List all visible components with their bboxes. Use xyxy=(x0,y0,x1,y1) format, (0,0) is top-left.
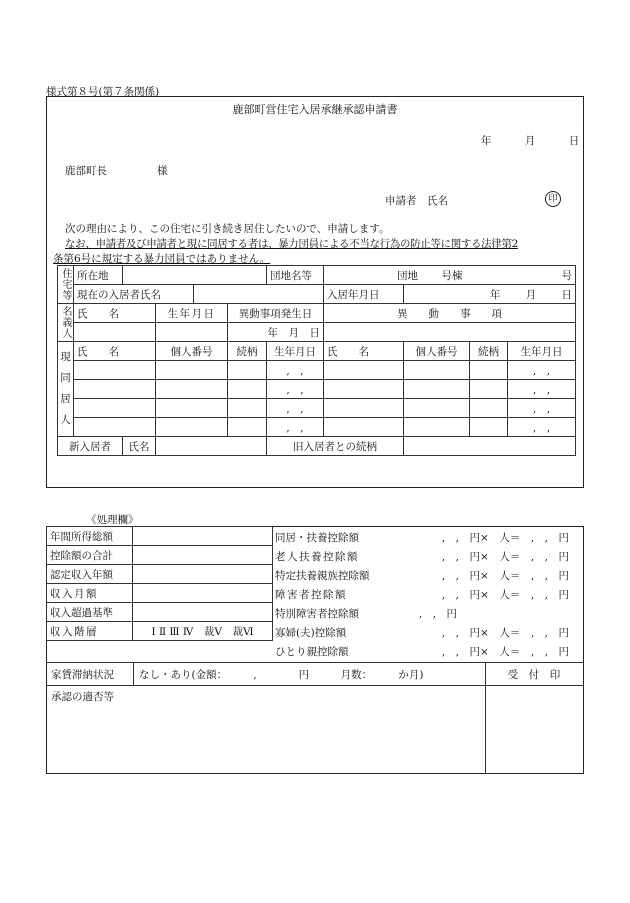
cohabitant-id-field[interactable] xyxy=(404,399,470,418)
nominee-name-field[interactable] xyxy=(74,323,156,342)
cohabitant-relation-header: 続柄 xyxy=(228,342,267,361)
cohabitants-char-4: 人 xyxy=(60,414,71,426)
deduction-label: 老人扶養控除額 xyxy=(275,551,359,563)
complex-name-label: 団地名等 xyxy=(267,266,324,285)
new-tenant-name-label: 氏名 xyxy=(123,437,156,456)
cohabitant-birth-header: 生年月日 xyxy=(267,342,324,361)
deduction-row xyxy=(275,644,569,659)
move-in-year: 年 xyxy=(489,288,501,301)
cohabitant-birth-field[interactable]: , , xyxy=(508,361,576,380)
deduction-calc: , , 円× 人＝ , , 円 xyxy=(441,627,569,639)
cohabitant-relation-field[interactable] xyxy=(470,380,508,399)
change-items-field[interactable] xyxy=(324,323,576,342)
move-in-month: 月 xyxy=(525,288,537,301)
location-label: 所在地 xyxy=(74,266,123,285)
approval-label: 承認の適否等 xyxy=(51,691,114,703)
income-tier-label: 収入階層 xyxy=(47,622,133,641)
date-line xyxy=(481,133,579,148)
cohabitant-relation-field[interactable] xyxy=(470,361,508,380)
application-form xyxy=(46,96,584,488)
cohabitant-id-field[interactable] xyxy=(156,361,228,380)
monthly-income-label: 収入月額 xyxy=(47,584,133,603)
cohabitant-id-field[interactable] xyxy=(156,380,228,399)
move-in-day: 日 xyxy=(561,288,573,301)
deduction-label: 特別障害者控除額 xyxy=(275,608,359,620)
cohabitant-birth-field[interactable]: , , xyxy=(267,399,324,418)
cohabitant-id-field[interactable] xyxy=(156,399,228,418)
processing-box xyxy=(46,526,584,774)
cohabitant-name-field[interactable] xyxy=(74,399,156,418)
deduction-calc: , , 円× 人＝ , , 円 xyxy=(441,532,569,544)
deduction-label: 同居・扶養控除額 xyxy=(275,532,359,544)
income-tier-options[interactable]: Ⅰ Ⅱ Ⅲ Ⅳ 裁Ⅴ 裁Ⅵ xyxy=(133,622,273,641)
cohabitant-birth-field[interactable]: , , xyxy=(267,361,324,380)
cohabitant-birth-field[interactable]: , , xyxy=(508,399,576,418)
statement-reason: 次の理由により、この住宅に引き続き居住したいので、申請します。 xyxy=(65,223,390,235)
deduction-calc: , , 円 xyxy=(418,608,457,620)
deduction-calc: , , 円× 人＝ , , 円 xyxy=(441,551,569,563)
statement-declaration-2: 条第6号に規定する暴力団員ではありません。 xyxy=(53,253,271,265)
cohabitant-name-field[interactable] xyxy=(324,361,404,380)
deduction-row xyxy=(275,587,569,602)
cohabitant-id-field[interactable] xyxy=(404,418,470,437)
day-label: 日 xyxy=(568,135,580,147)
cohabitant-name-header: 氏 名 xyxy=(74,342,156,361)
nominee-section-label: 名義人 xyxy=(58,304,74,342)
rent-arrears-value[interactable]: なし・あり(金額： , 円 月数： か月) xyxy=(139,669,424,681)
change-items-label: 異 動 事 項 xyxy=(324,304,576,323)
statement-declaration-1: なお、申請者及び申請者と現に同居する者は、暴力団員による不当な行為の防止等に関する法律第2 xyxy=(65,238,518,250)
year-label: 年 xyxy=(481,135,492,147)
seal-icon: 印 xyxy=(545,191,561,207)
cohabitant-row xyxy=(58,361,576,380)
income-excess-label: 収入超過基準 xyxy=(47,603,133,622)
deduction-calc: , , 円× 人＝ , , 円 xyxy=(441,589,569,601)
cohabitant-birth-header-2: 生年月日 xyxy=(508,342,576,361)
cohabitant-id-field[interactable] xyxy=(404,380,470,399)
cohabitant-relation-field[interactable] xyxy=(470,399,508,418)
new-tenant-label: 新入居者 xyxy=(58,437,123,456)
complex-name-field[interactable] xyxy=(324,266,576,285)
income-excess-field[interactable] xyxy=(133,603,273,622)
cohabitant-relation-header-2: 続柄 xyxy=(470,342,508,361)
move-in-date-field[interactable] xyxy=(404,285,576,304)
cohabitant-birth-field[interactable]: , , xyxy=(267,418,324,437)
receipt-stamp-label: 受 付 印 xyxy=(507,669,561,681)
processing-title: 《処理欄》 xyxy=(86,514,139,526)
nominee-birth-field[interactable] xyxy=(156,323,228,342)
cohabitant-id-header: 個人番号 xyxy=(156,342,228,361)
cohabitant-birth-field[interactable]: , , xyxy=(508,380,576,399)
seal-mark xyxy=(545,191,561,207)
cohabitant-id-field[interactable] xyxy=(156,418,228,437)
rent-arrears-label: 家賃滞納状況 xyxy=(51,669,114,681)
certified-income-field[interactable] xyxy=(133,565,273,584)
relation-to-prev-field[interactable] xyxy=(404,437,576,456)
cohabitant-name-field[interactable] xyxy=(74,418,156,437)
deduction-label: 特定扶養親族控除額 xyxy=(275,570,370,582)
cohabitant-row xyxy=(58,418,576,437)
nominee-name-label: 氏 名 xyxy=(74,304,156,323)
certified-income-label: 認定収入年額 xyxy=(47,565,133,584)
addressee: 鹿部町長 xyxy=(65,165,107,177)
cohabitant-name-field[interactable] xyxy=(74,380,156,399)
cohabitant-relation-field[interactable] xyxy=(470,418,508,437)
cohabitant-birth-field[interactable]: , , xyxy=(267,380,324,399)
divider xyxy=(47,662,583,663)
page-title: 鹿部町営住宅入居承継承認申請書 xyxy=(232,103,398,116)
deduction-label: 障害者控除額 xyxy=(275,589,347,601)
nominee-birth-label: 生年月日 xyxy=(156,304,228,323)
cohabitant-name-field[interactable] xyxy=(74,361,156,380)
change-date-label: 異動事項発生日 xyxy=(228,304,324,323)
monthly-income-field[interactable] xyxy=(133,584,273,603)
cohabitant-relation-field[interactable] xyxy=(228,380,267,399)
cohabitant-name-field[interactable] xyxy=(324,380,404,399)
deduction-row xyxy=(275,549,569,564)
cohabitants-section-label xyxy=(58,342,74,437)
cohabitant-name-field[interactable] xyxy=(324,418,404,437)
deduction-row xyxy=(275,606,457,621)
cohabitant-name-field[interactable] xyxy=(324,399,404,418)
current-tenant-label: 現在の入居者氏名 xyxy=(74,285,194,304)
deduction-label: ひとり親控除額 xyxy=(275,646,349,658)
cohabitant-birth-field[interactable]: , , xyxy=(508,418,576,437)
month-label: 月 xyxy=(524,135,536,147)
deduction-calc: , , 円× 人＝ , , 円 xyxy=(441,570,569,582)
housing-section-label: 住宅等 xyxy=(58,266,74,304)
cohabitant-name-header-2: 氏 名 xyxy=(324,342,404,361)
cohabitant-id-field[interactable] xyxy=(404,361,470,380)
annual-income-field[interactable] xyxy=(133,527,273,546)
deduction-label: 寡婦(夫)控除額 xyxy=(275,627,347,639)
annual-income-label: 年間所得総額 xyxy=(47,527,133,546)
deduction-calc: , , 円× 人＝ , , 円 xyxy=(441,646,569,658)
number-label: 号 xyxy=(561,269,573,282)
relation-to-prev-label: 旧入居者との続柄 xyxy=(267,437,404,456)
cohabitant-row xyxy=(58,380,576,399)
current-tenant-field[interactable] xyxy=(194,285,324,304)
approval-field[interactable] xyxy=(47,685,485,773)
cohabitants-char-1: 現 xyxy=(60,351,71,363)
deduction-row xyxy=(275,625,569,640)
cohabitant-row xyxy=(58,399,576,418)
building-label: 号棟 xyxy=(441,269,463,282)
honorific: 様 xyxy=(157,165,168,177)
change-date-field[interactable]: 年 月 日 xyxy=(228,323,324,342)
form-number: 様式第８号(第７条関係) xyxy=(46,86,160,98)
location-field[interactable] xyxy=(123,266,267,285)
col-divider xyxy=(133,662,134,685)
applicant-name-label: 申請者 氏名 xyxy=(385,195,448,207)
cohabitant-id-header-2: 個人番号 xyxy=(404,342,470,361)
new-tenant-name-field[interactable] xyxy=(156,437,267,456)
move-in-date-label: 入居年月日 xyxy=(324,285,404,304)
deduction-row xyxy=(275,568,569,583)
details-table xyxy=(57,265,576,456)
cohabitant-relation-field[interactable] xyxy=(228,361,267,380)
deduction-row xyxy=(275,530,569,545)
deduction-total-label: 控除額の合計 xyxy=(47,546,133,565)
cohabitant-relation-field[interactable] xyxy=(228,399,267,418)
danchi-label: 団地 xyxy=(397,269,418,282)
income-table xyxy=(46,526,273,641)
deduction-total-field[interactable] xyxy=(133,546,273,565)
cohabitants-char-3: 居 xyxy=(60,393,71,405)
cohabitants-char-2: 同 xyxy=(60,372,71,384)
receipt-stamp-area xyxy=(485,685,583,773)
cohabitant-relation-field[interactable] xyxy=(228,418,267,437)
